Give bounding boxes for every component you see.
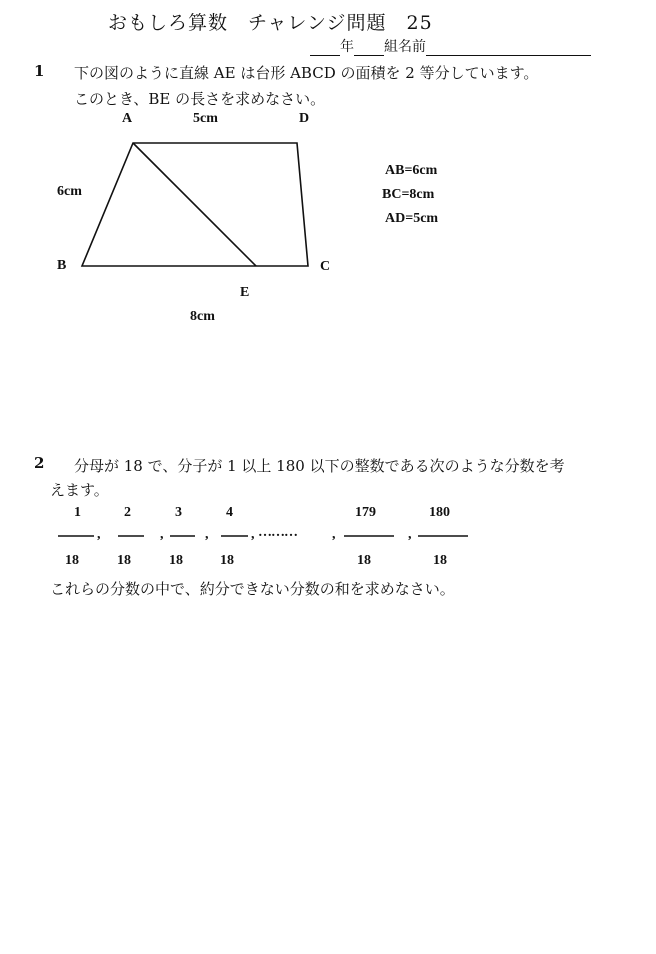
q1-number: 1: [34, 62, 45, 80]
label-A: A: [122, 111, 133, 126]
label-D: D: [299, 111, 310, 126]
given-AD: AD=5cm: [385, 211, 439, 226]
comma: ,: [160, 527, 164, 542]
q2-text-line3: これらの分数の中で、約分できない分数の和を求めなさい。: [50, 580, 455, 598]
ellipsis: ………: [258, 525, 297, 540]
comma: ,: [408, 527, 412, 542]
fraction-3-denominator: 18: [169, 553, 183, 568]
year-label: 年: [340, 39, 354, 55]
class-name-label: 組名前: [384, 39, 426, 55]
given-AB: AB=6cm: [385, 163, 438, 178]
given-BC: BC=8cm: [382, 187, 435, 202]
comma: ,: [97, 527, 101, 542]
q2-number: 2: [34, 454, 45, 472]
fraction-179-denominator: 18: [357, 553, 371, 568]
label-C: C: [320, 259, 331, 274]
fraction-2-numerator: 2: [124, 505, 131, 520]
label-bottom-length: 8cm: [190, 309, 215, 324]
fraction-1-denominator: 18: [65, 553, 79, 568]
comma: ,: [205, 527, 209, 542]
fraction-179-numerator: 179: [355, 505, 376, 520]
fraction-4-denominator: 18: [220, 553, 234, 568]
fraction-180-numerator: 180: [429, 505, 450, 520]
q1-text-line2: このとき、BE の長さを求めなさい。: [74, 90, 326, 108]
label-top-length: 5cm: [193, 111, 218, 126]
q2-text-line1: 分母が 18 で、分子が 1 以上 180 以下の整数である次のような分数を考: [74, 457, 565, 475]
label-side-length: 6cm: [57, 184, 82, 199]
label-E: E: [240, 285, 250, 300]
fraction-180-denominator: 18: [433, 553, 447, 568]
q1-text-line1: 下の図のように直線 AE は台形 ABCD の面積を 2 等分しています。: [74, 64, 539, 82]
ellipsis-comma-leading: ,: [251, 527, 255, 542]
fraction-2-denominator: 18: [117, 553, 131, 568]
page-title: おもしろ算数 チャレンジ問題 25: [108, 12, 433, 34]
fraction-1-numerator: 1: [74, 505, 81, 520]
label-B: B: [57, 258, 67, 273]
fraction-4-numerator: 4: [226, 505, 233, 520]
fraction-3-numerator: 3: [175, 505, 182, 520]
q2-text-line2: えます。: [50, 481, 109, 499]
comma: ,: [332, 527, 336, 542]
